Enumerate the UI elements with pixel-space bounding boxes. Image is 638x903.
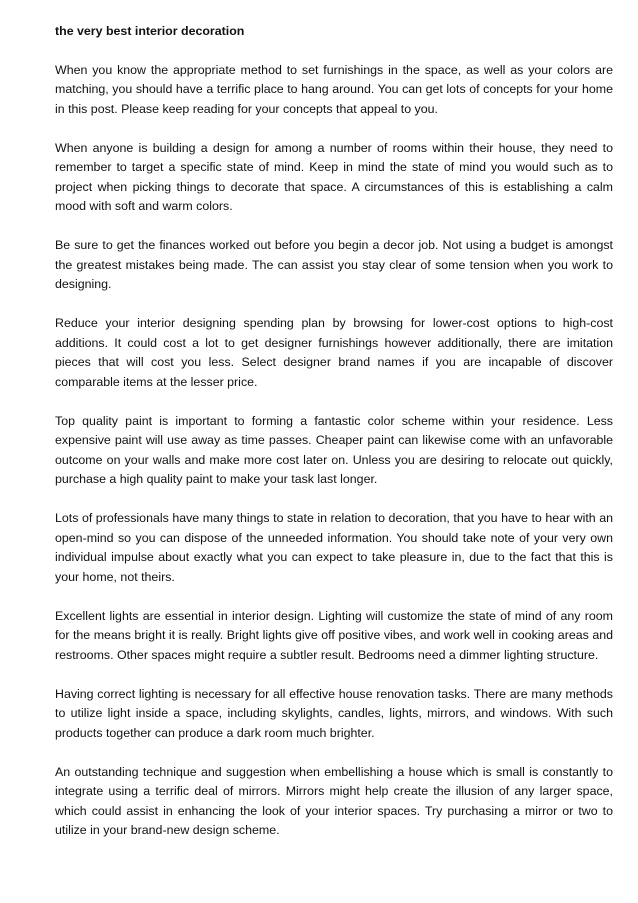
paragraph: Reduce your interior designing spending plan by browsing for lower-cost options to high-cost additions. It could cost a lot to get designer furnishings however additionally, there are imitation pieces that will cost you less. Select designer brand names if you are incapable of discover comparable items at the lesser price. (55, 316, 613, 389)
paragraph: Top quality paint is important to forming a fantastic color scheme within your residence. Less expensive paint will use away as time passes. Cheaper paint can likewise come with an unfavorable outcome on your walls and make more cost later on. Unless you are desiring to relocate out quickly, purchase a high quality paint to make your task last longer. (55, 413, 613, 486)
paragraph: Having correct lighting is necessary for all effective house renovation tasks. There are many methods to utilize light inside a space, including skylights, candles, lights, mirrors, and windows. With such products together can produce a dark room much brighter. (55, 686, 613, 740)
paragraph: Excellent lights are essential in interior design. Lighting will customize the state of mind of any room for the means bright it is really. Bright lights give off positive vibes, and work well in cooking areas and restrooms. Other spaces might require a subtler result. Bedrooms need a dimmer lighting structure. (55, 608, 613, 662)
paragraph: Lots of professionals have many things to state in relation to decoration, that you have to hear with an open-mind so you can dispose of the unneeded information. You should take note of your very own individual impulse about exactly what you can expect to take pleasure in, due to the fact that this is your home, not theirs. (55, 511, 613, 584)
paragraph: When you know the appropriate method to set furnishings in the space, as well as your colors are matching, you should have a terrific place to hang around. You can get lots of concepts for your home in this post. Please keep reading for your concepts that appeal to you. (55, 62, 613, 116)
document-page (55, 22, 613, 860)
paragraph: An outstanding technique and suggestion when embellishing a house which is small is constantly to integrate using a terrific deal of mirrors. Mirrors might help create the illusion of any larger space, which could assist in enhancing the look of your interior spaces. Try purchasing a mirror or two to utilize in your brand-new design scheme. (55, 764, 613, 837)
paragraph: When anyone is building a design for among a number of rooms within their house, they need to remember to target a specific state of mind. Keep in mind the state of mind you would such as to project when picking things to decorate that space. A circumstances of this is establishing a calm mood with soft and warm colors. (55, 140, 613, 213)
paragraph: Be sure to get the finances worked out before you begin a decor job. Not using a budget is amongst the greatest mistakes being made. The can assist you stay clear of some tension when you work to designing. (55, 238, 613, 291)
document-title: the very best interior decoration (55, 24, 245, 38)
